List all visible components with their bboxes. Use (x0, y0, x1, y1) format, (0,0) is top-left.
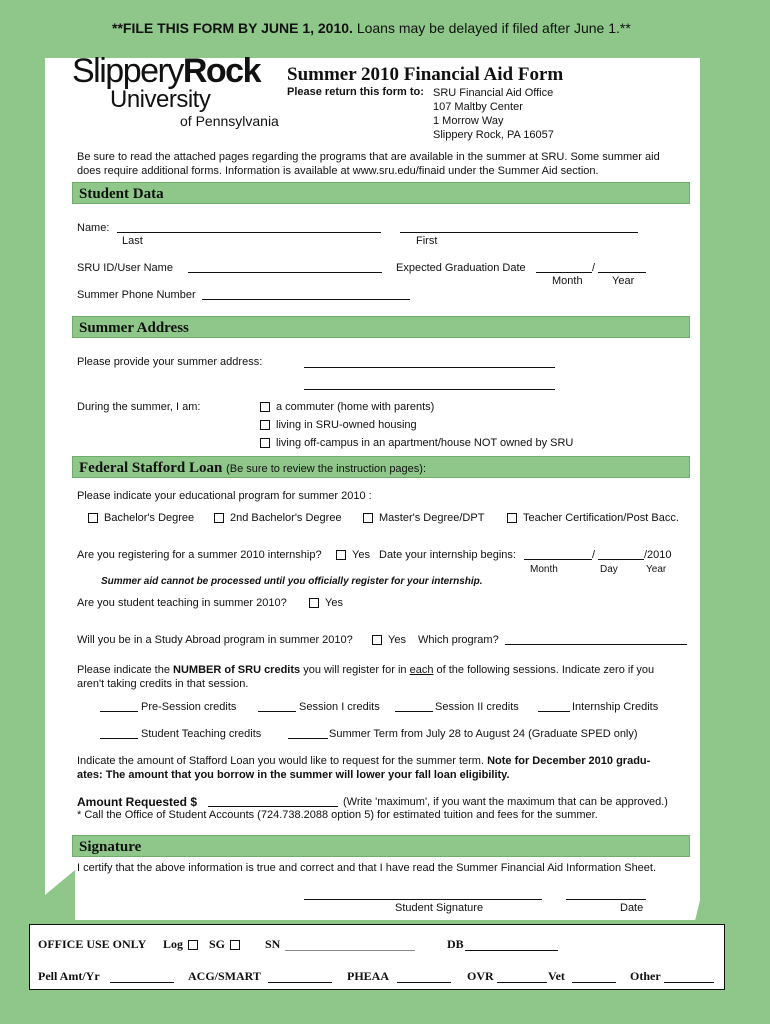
checkbox-icon[interactable] (309, 598, 319, 608)
office-acg-label: ACG/SMART (188, 969, 261, 983)
year-caption: Year (612, 275, 635, 287)
internship-begin-label: Date your internship begins: (379, 549, 516, 561)
office-db-field[interactable] (465, 950, 558, 951)
prog-second-bachelors-label: 2nd Bachelor's Degree (230, 512, 342, 524)
session-2-label: Session II credits (435, 701, 519, 713)
office-pell-label: Pell Amt/Yr (38, 969, 100, 983)
return-addr-line: Slippery Rock, PA 16057 (433, 129, 554, 141)
credits-text: Please indicate the (77, 664, 174, 676)
signature-field[interactable] (304, 899, 542, 900)
amount-bold: ates: The amount that you borrow in the summer will lower your fall loan eligibility. (77, 769, 510, 781)
checkbox-icon[interactable] (336, 550, 346, 560)
session-1-label: Session I credits (299, 701, 380, 713)
credits-text: you will register for in (300, 664, 410, 676)
credits-each: each (409, 664, 434, 676)
session-1-field[interactable] (258, 711, 296, 712)
during-summer-label: During the summer, I am: (77, 401, 201, 413)
credits-instructions (77, 663, 654, 691)
logo-pennsylvania: of Pennsylvania (180, 113, 279, 129)
checkbox-icon[interactable] (260, 402, 270, 412)
stafford-heading: Federal Stafford Loan (79, 460, 223, 476)
internship-yes[interactable] (336, 549, 370, 561)
signature-caption: Student Signature (395, 902, 484, 914)
intern-month-caption: Month (530, 564, 558, 575)
checkbox-icon[interactable] (88, 513, 98, 523)
prog-masters[interactable] (363, 512, 484, 524)
office-vet-label: Vet (548, 969, 565, 983)
amount-instructions (77, 754, 650, 782)
checkbox-icon[interactable] (188, 940, 198, 950)
internship-yes-label: Yes (352, 549, 370, 561)
student-teaching-field[interactable] (100, 738, 138, 739)
amount-note: (Write 'maximum', if you want the maximum that can be approved.) (343, 796, 668, 808)
student-teaching-label: Student Teaching credits (141, 728, 262, 740)
summer-term-field[interactable] (288, 738, 328, 739)
credits-line2: aren't taking credits in that session. (77, 678, 249, 690)
deadline-rest: Loans may be delayed if filed after June 1.** (356, 20, 631, 36)
teaching-question: Are you student teaching in summer 2010? (77, 597, 287, 609)
form-title: Summer 2010 Financial Aid Form (287, 64, 564, 85)
prog-second-bachelors[interactable] (214, 512, 342, 524)
name-label: Name: (77, 222, 110, 234)
grad-year-field[interactable] (598, 272, 646, 273)
date-field[interactable] (566, 899, 646, 900)
office-log (163, 937, 204, 952)
office-other-label: Other (630, 969, 661, 983)
phone-field[interactable] (202, 299, 410, 300)
return-addr-line: SRU Financial Aid Office (433, 87, 554, 99)
last-name-field[interactable] (117, 232, 381, 233)
opt-commuter[interactable] (260, 401, 434, 413)
office-ovr-label: OVR (467, 969, 494, 983)
first-name-field[interactable] (400, 232, 638, 233)
deadline-banner (112, 20, 631, 36)
checkbox-icon[interactable] (507, 513, 517, 523)
which-program-field[interactable] (505, 644, 687, 645)
which-program-label: Which program? (418, 634, 499, 646)
logo-text-rock: Rock (182, 52, 260, 90)
summer-term-label: Summer Term from July 28 to August 24 (Graduate SPED only) (329, 728, 638, 740)
return-address (433, 86, 554, 142)
prog-teacher-cert[interactable] (507, 512, 679, 524)
intro-line: Be sure to read the attached pages regarding the programs that are available in the summer at SRU. Some summer aid (77, 151, 660, 163)
section-stafford-loan (72, 456, 690, 478)
phone-label: Summer Phone Number (77, 289, 196, 301)
abroad-question: Will you be in a Study Abroad program in summer 2010? (77, 634, 353, 646)
logo-university: University (110, 86, 211, 113)
return-label: Please return this form to: (287, 86, 424, 98)
checkbox-icon[interactable] (260, 438, 270, 448)
certify-text: I certify that the above information is true and correct and that I have read the Summer Financial Aid Information Sheet. (77, 862, 657, 874)
grad-month-field[interactable] (536, 272, 592, 273)
abroad-yes-label: Yes (388, 634, 406, 646)
slash: / (592, 549, 596, 561)
section-student-data: Student Data (72, 182, 690, 204)
office-sn-field[interactable] (285, 950, 415, 951)
pre-session-field[interactable] (100, 711, 138, 712)
office-ovr-field[interactable] (497, 982, 547, 983)
deadline-bold: **FILE THIS FORM BY JUNE 1, 2010. (112, 20, 353, 36)
opt-off-campus[interactable] (260, 437, 573, 449)
opt-off-campus-label: living off-campus in an apartment/house NOT owned by SRU (276, 437, 574, 449)
call-note: * Call the Office of Student Accounts (724.738.2088 option 5) for estimated tuition and fees for the summer. (77, 809, 598, 821)
office-other-field[interactable] (664, 982, 714, 983)
office-pheaa-label: PHEAA (347, 969, 389, 983)
prog-teacher-cert-label: Teacher Certification/Post Bacc. (523, 512, 679, 524)
office-sn-label: SN (265, 937, 281, 951)
program-label: Please indicate your educational program for summer 2010 : (77, 490, 372, 502)
teaching-yes[interactable] (309, 597, 343, 609)
section-summer-address: Summer Address (72, 316, 690, 338)
internship-credits-field[interactable] (538, 711, 570, 712)
return-addr-line: 1 Morrow Way (433, 115, 504, 127)
intern-day-field[interactable] (598, 559, 644, 560)
checkbox-icon[interactable] (260, 420, 270, 430)
internship-credits-label: Internship Credits (572, 701, 659, 713)
office-use-label: OFFICE USE ONLY (38, 937, 147, 951)
grad-date-label: Expected Graduation Date (396, 262, 526, 274)
prog-masters-label: Master's Degree/DPT (379, 512, 485, 524)
first-caption: First (416, 235, 438, 247)
office-acg-field[interactable] (268, 982, 332, 983)
credits-text: of the following sessions. Indicate zero if you (433, 664, 655, 676)
office-pheaa-field[interactable] (397, 982, 451, 983)
amount-requested-field[interactable] (208, 806, 338, 807)
office-sg (209, 937, 246, 952)
checkbox-icon[interactable] (372, 635, 382, 645)
address-line-2-field[interactable] (304, 389, 555, 390)
amount-bold: Note for December 2010 gradu- (487, 755, 651, 767)
checkbox-icon[interactable] (230, 940, 240, 950)
sru-id-field[interactable] (188, 272, 382, 273)
checkbox-icon[interactable] (363, 513, 373, 523)
return-addr-line: 107 Maltby Center (433, 101, 523, 113)
section-signature: Signature (72, 835, 690, 857)
pre-session-label: Pre-Session credits (141, 701, 237, 713)
office-sg-label: SG (209, 937, 226, 951)
opt-sru-housing[interactable] (260, 419, 417, 431)
internship-question: Are you registering for a summer 2010 internship? (77, 549, 322, 561)
office-log-label: Log (163, 937, 184, 951)
date-caption: Date (620, 902, 644, 914)
office-vet-field[interactable] (572, 982, 616, 983)
amount-text: Indicate the amount of Stafford Loan you would like to request for the summer term. (77, 755, 488, 767)
office-pell-field[interactable] (110, 982, 174, 983)
abroad-yes[interactable] (372, 634, 406, 646)
amount-requested-label: Amount Requested $ (77, 795, 198, 809)
opt-sru-housing-label: living in SRU-owned housing (276, 419, 417, 431)
intern-day-caption: Day (600, 564, 618, 575)
intro-line: does require additional forms. Information is available at www.sru.edu/finaid under the Summer Aid section. (77, 165, 599, 177)
prog-bachelors-label: Bachelor's Degree (104, 512, 195, 524)
opt-commuter-label: a commuter (home with parents) (276, 401, 435, 413)
intro-text (77, 150, 660, 178)
provide-address-label: Please provide your summer address: (77, 356, 263, 368)
internship-note: Summer aid cannot be processed until you officially register for your internship. (101, 576, 483, 587)
session-2-field[interactable] (395, 711, 433, 712)
intern-month-field[interactable] (524, 559, 592, 560)
stafford-heading-note: (Be sure to review the instruction pages): (226, 463, 427, 475)
intern-year-2010: /2010 (644, 549, 672, 561)
last-caption: Last (122, 235, 143, 247)
sru-id-label: SRU ID/User Name (77, 262, 173, 274)
address-line-1-field[interactable] (304, 367, 555, 368)
checkbox-icon[interactable] (214, 513, 224, 523)
office-db-label: DB (447, 937, 464, 951)
credits-bold: NUMBER of SRU credits (173, 664, 301, 676)
logo-text-slippery: Slippery (72, 52, 183, 90)
intern-year-caption: Year (646, 564, 667, 575)
month-caption: Month (552, 275, 583, 287)
slash: / (592, 262, 596, 274)
teaching-yes-label: Yes (325, 597, 343, 609)
prog-bachelors[interactable] (88, 512, 194, 524)
internship-note-text: Summer aid cannot be processed until you officially register for your internship (101, 576, 480, 587)
